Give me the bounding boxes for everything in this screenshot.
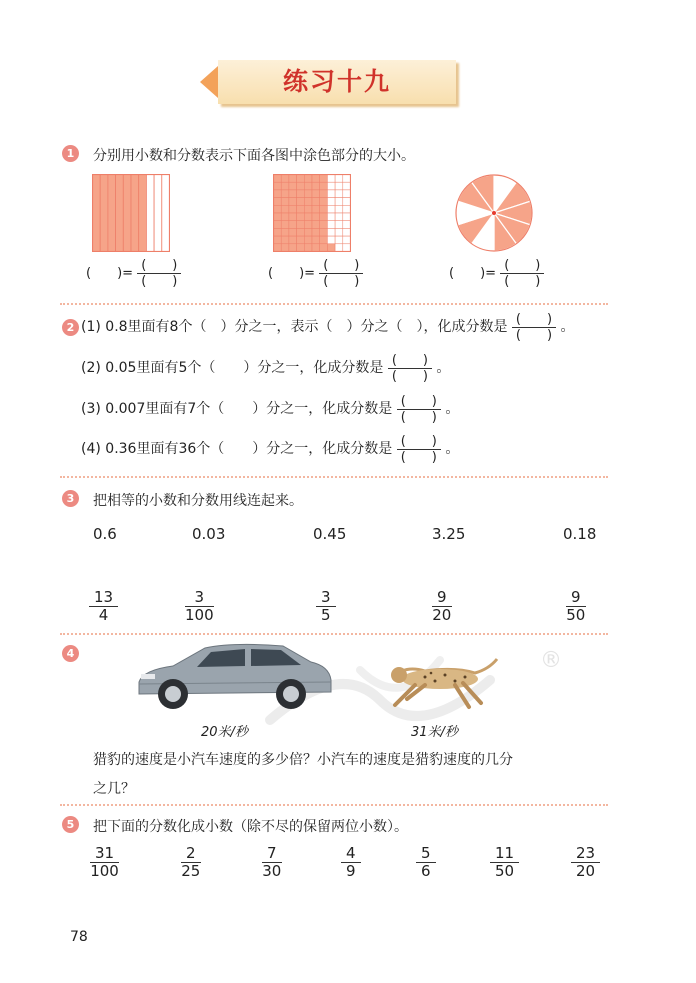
grid-cell	[297, 236, 305, 244]
grid-cell	[312, 221, 320, 229]
question-number-1: 1	[62, 145, 79, 162]
fraction-blank[interactable]: $\frac{( )}{( )}$	[512, 312, 556, 343]
grid-cell	[327, 205, 335, 213]
grid-cell	[320, 182, 328, 190]
grid-cell	[281, 190, 289, 198]
grid-cell	[274, 198, 282, 206]
grid-cell	[297, 198, 305, 206]
q3-fraction[interactable]: $\frac{3}{5}$	[316, 589, 336, 624]
grid-cell	[297, 213, 305, 221]
grid-cell	[281, 182, 289, 190]
strip-cell	[131, 175, 139, 252]
q5-fraction[interactable]: $\frac{7}{30}$	[262, 844, 282, 880]
question-number-3: 3	[62, 490, 79, 507]
grid-cell	[343, 244, 351, 252]
grid-cell	[312, 198, 320, 206]
grid-cell	[327, 198, 335, 206]
grid-cell	[320, 236, 328, 244]
grid-cell	[335, 182, 343, 190]
grid-cell	[297, 182, 305, 190]
grid-cell	[335, 221, 343, 229]
grid-cell	[297, 190, 305, 198]
grid-cell	[274, 182, 282, 190]
grid-cell	[327, 182, 335, 190]
grid-cell	[274, 213, 282, 221]
q5-fraction[interactable]: $\frac{11}{50}$	[490, 845, 519, 880]
grid-cell	[274, 244, 282, 252]
q1-answer-1	[86, 258, 181, 289]
grid-cell	[304, 182, 312, 190]
strip-cell	[146, 175, 154, 252]
grid-cell	[343, 236, 351, 244]
grid-cell	[343, 221, 351, 229]
grid-cell	[320, 190, 328, 198]
grid-cell	[327, 236, 335, 244]
grid-cell	[343, 175, 351, 183]
grid-cell	[312, 213, 320, 221]
strip-cell	[116, 175, 124, 252]
grid-cell	[304, 205, 312, 213]
q2-line-1: (1) 0.8里面有8个（ ）分之一，表示（ ）分之（ ），化成分数是 $\frac{( )}{( )}$ 。	[81, 311, 575, 343]
grid-cell	[304, 221, 312, 229]
divider	[60, 476, 608, 478]
strip-cell	[108, 175, 116, 252]
q5-instruction: 把下面的分数化成小数（除不尽的保留两位小数）。	[93, 819, 408, 835]
grid-cell	[281, 244, 289, 252]
q3-decimal[interactable]: 0.18	[563, 525, 597, 543]
question-number-4: 4	[62, 645, 79, 662]
decimal-blank[interactable]: ( )=	[449, 266, 497, 281]
grid-cell	[304, 190, 312, 198]
grid-cell	[335, 198, 343, 206]
grid-cell	[335, 205, 343, 213]
grid-cell	[320, 221, 328, 229]
grid-cell	[320, 198, 328, 206]
grid-cell	[289, 236, 297, 244]
grid-cell	[312, 175, 320, 183]
grid-cell	[304, 198, 312, 206]
car-image	[133, 640, 333, 712]
grid-cell	[289, 205, 297, 213]
grid-cell	[289, 228, 297, 236]
grid-cell	[304, 228, 312, 236]
grid-cell	[289, 198, 297, 206]
grid-cell	[327, 213, 335, 221]
q1-answer-3	[449, 258, 544, 289]
grid-cell	[335, 228, 343, 236]
grid-cell	[320, 244, 328, 252]
grid-cell	[289, 221, 297, 229]
grid-cell	[281, 221, 289, 229]
divider	[60, 633, 608, 635]
grid-cell	[281, 205, 289, 213]
q2-line-2: (2) 0.05里面有5个（ ）分之一，化成分数是 $\frac{( )}{( )}$ 。	[81, 352, 451, 384]
grid-cell	[312, 228, 320, 236]
question-number-2: 2	[62, 319, 79, 336]
strip-cell	[93, 175, 101, 252]
q5-fraction[interactable]: $\frac{23}{20}$	[571, 845, 600, 880]
grid-cell	[327, 228, 335, 236]
q1-instruction: 分别用小数和分数表示下面各图中涂色部分的大小。	[93, 148, 415, 164]
grid-cell	[297, 205, 305, 213]
grid-cell	[312, 205, 320, 213]
strip-cell	[139, 175, 147, 252]
grid-cell	[312, 182, 320, 190]
grid-cell	[281, 228, 289, 236]
q3-decimal[interactable]: 0.03	[192, 525, 226, 543]
fraction-blank[interactable]: $\frac{( )}{( )}$	[397, 434, 441, 465]
grid-cell	[281, 213, 289, 221]
cheetah-image	[385, 655, 505, 715]
fraction-blank[interactable]: $\frac{( )}{( )}$	[397, 394, 441, 425]
banner-arrow	[200, 66, 218, 98]
q3-fraction[interactable]: $\frac{3}{100}$	[185, 588, 214, 624]
page-title: 练习十九	[282, 67, 391, 96]
grid-cell	[320, 205, 328, 213]
grid-cell	[304, 236, 312, 244]
q5-fraction[interactable]: $\frac{2}{25}$	[181, 844, 201, 880]
q3-decimal[interactable]: 0.6	[93, 525, 117, 543]
q1-strip-figure	[92, 174, 170, 252]
page-number: 78	[70, 929, 88, 945]
divider	[60, 804, 608, 806]
grid-cell	[343, 213, 351, 221]
grid-cell	[281, 175, 289, 183]
grid-cell	[343, 198, 351, 206]
q4-question-line-1: 猎豹的速度是小汽车速度的多少倍？小汽车的速度是猎豹速度的几分	[93, 752, 513, 768]
divider	[60, 303, 608, 305]
strip-cell	[162, 175, 170, 252]
q5-fraction[interactable]: $\frac{5}{6}$	[416, 845, 436, 880]
grid-cell	[343, 190, 351, 198]
grid-cell	[297, 221, 305, 229]
grid-cell	[335, 213, 343, 221]
grid-cell	[297, 244, 305, 252]
fraction-blank[interactable]: $\frac{( )}{( )}$	[137, 258, 181, 289]
strip-cell	[123, 175, 131, 252]
decimal-blank[interactable]: ( )=	[86, 266, 134, 281]
grid-cell	[281, 236, 289, 244]
grid-cell	[274, 221, 282, 229]
grid-cell	[274, 236, 282, 244]
grid-cell	[335, 190, 343, 198]
strip-cell	[154, 175, 162, 252]
cheetah-speed-label: 31米/秒	[411, 725, 458, 740]
grid-cell	[289, 182, 297, 190]
q3-decimal[interactable]: 3.25	[432, 525, 466, 543]
q3-fraction[interactable]: $\frac{9}{20}$	[432, 588, 452, 624]
q5-fraction[interactable]: $\frac{4}{9}$	[341, 845, 361, 880]
grid-cell	[312, 244, 320, 252]
grid-cell	[274, 175, 282, 183]
grid-cell	[312, 236, 320, 244]
q5-fraction[interactable]: $\frac{31}{100}$	[90, 844, 119, 880]
strip-cell	[100, 175, 108, 252]
grid-cell	[327, 244, 335, 252]
grid-cell	[343, 228, 351, 236]
grid-cell	[327, 190, 335, 198]
grid-cell	[304, 213, 312, 221]
fraction-blank[interactable]: $\frac{( )}{( )}$	[500, 258, 544, 289]
q3-decimal[interactable]: 0.45	[313, 525, 347, 543]
grid-cell	[274, 190, 282, 198]
q4-question-line-2: 之几？	[93, 781, 135, 797]
title-banner	[200, 60, 458, 106]
grid-cell	[327, 221, 335, 229]
grid-cell	[304, 175, 312, 183]
grid-cell	[289, 175, 297, 183]
fraction-blank[interactable]: $\frac{( )}{( )}$	[319, 258, 363, 289]
grid-cell	[274, 228, 282, 236]
q2-line-3: (3) 0.007里面有7个（ ）分之一，化成分数是 $\frac{( )}{( )}$ 。	[81, 393, 460, 425]
grid-cell	[312, 190, 320, 198]
grid-cell	[289, 244, 297, 252]
grid-cell	[289, 213, 297, 221]
decimal-blank[interactable]: ( )=	[268, 266, 316, 281]
q2-line-4: (4) 0.36里面有36个（ ）分之一，化成分数是 $\frac{( )}{( )}$ 。	[81, 433, 460, 465]
grid-cell	[274, 205, 282, 213]
q1-circle-figure	[454, 173, 534, 253]
grid-cell	[297, 228, 305, 236]
grid-cell	[335, 244, 343, 252]
grid-cell	[320, 175, 328, 183]
grid-cell	[343, 182, 351, 190]
q3-fraction[interactable]: $\frac{9}{50}$	[566, 588, 586, 624]
grid-cell	[281, 198, 289, 206]
q1-grid-figure	[273, 174, 351, 252]
grid-cell	[304, 244, 312, 252]
car-speed-label: 20米/秒	[201, 725, 248, 740]
grid-cell	[297, 175, 305, 183]
q3-instruction: 把相等的小数和分数用线连起来。	[93, 493, 303, 509]
grid-cell	[320, 213, 328, 221]
q3-fraction[interactable]: $\frac{13}{4}$	[89, 589, 118, 624]
q1-answer-2	[268, 258, 363, 289]
fraction-blank[interactable]: $\frac{( )}{( )}$	[388, 353, 432, 384]
watermark-registered: ®	[540, 648, 562, 673]
grid-cell	[335, 236, 343, 244]
grid-cell	[320, 228, 328, 236]
grid-cell	[335, 175, 343, 183]
grid-cell	[327, 175, 335, 183]
grid-cell	[343, 205, 351, 213]
grid-cell	[289, 190, 297, 198]
question-number-5: 5	[62, 816, 79, 833]
